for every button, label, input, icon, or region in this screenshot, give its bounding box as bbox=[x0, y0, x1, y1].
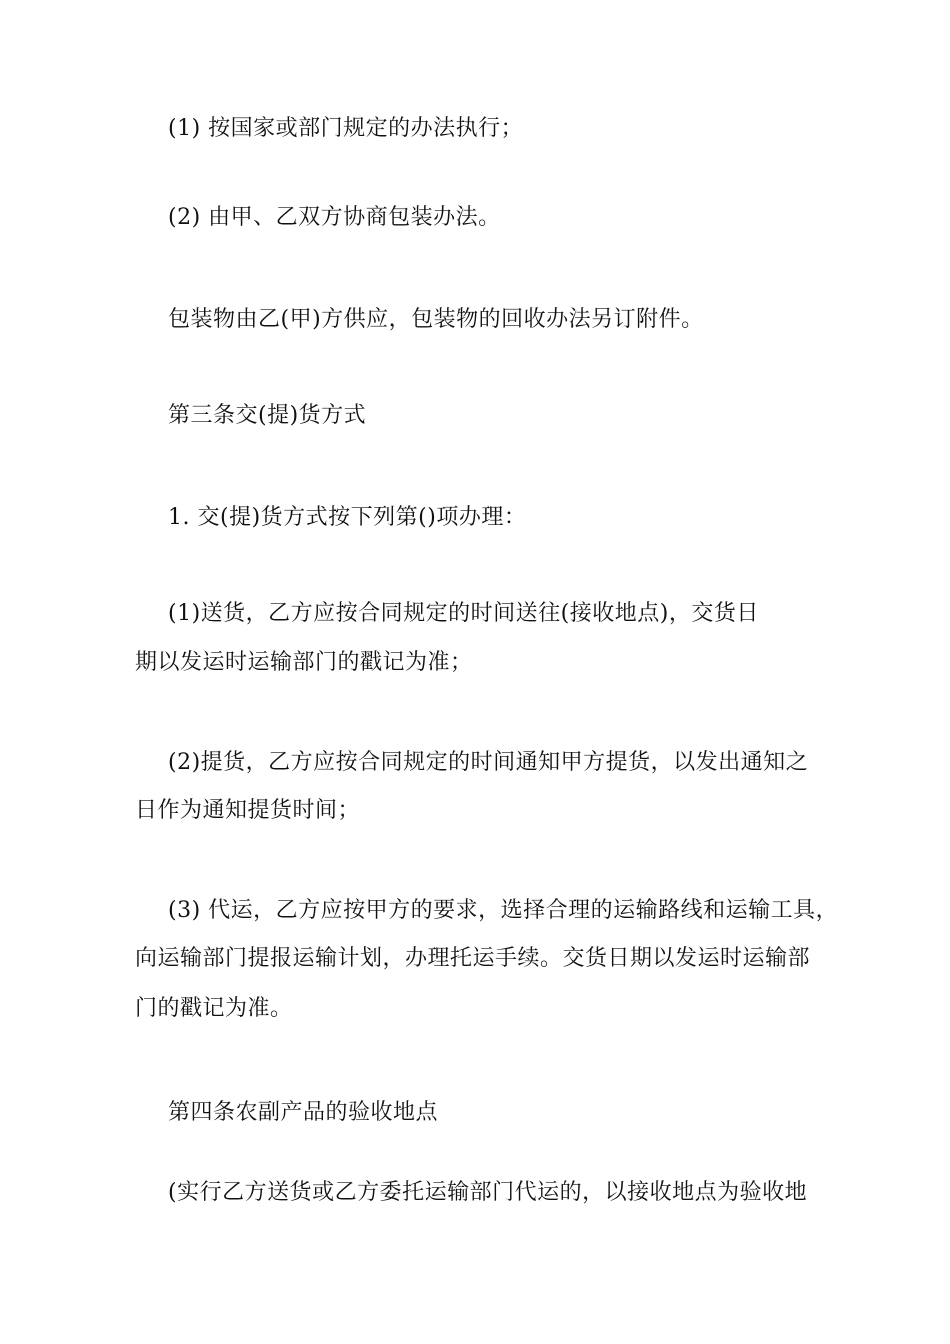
delivery-option-3-line-1: (3) 代运，乙方应按甲方的要求，选择合理的运输路线和运输工具， bbox=[168, 898, 839, 923]
inspection-location-paragraph: (实行乙方送货或乙方委托运输部门代运的，以接收地点为验收地 bbox=[168, 1180, 808, 1205]
delivery-option-2-line-1: (2)提货，乙方应按合同规定的时间通知甲方提货，以发出通知之 bbox=[168, 750, 809, 775]
delivery-option-3-line-2: 向运输部门提报运输计划，办理托运手续。交货日期以发运时运输部 bbox=[135, 946, 811, 971]
packaging-supply-paragraph: 包装物由乙(甲)方供应，包装物的回收办法另订附件。 bbox=[168, 307, 704, 332]
delivery-option-1-line-1: (1)送货，乙方应按合同规定的时间送往(接收地点)，交货日 bbox=[168, 601, 759, 626]
delivery-option-3-line-3: 门的戳记为准。 bbox=[135, 996, 293, 1021]
article-4-heading: 第四条农副产品的验收地点 bbox=[168, 1100, 439, 1125]
packaging-option-1: (1) 按国家或部门规定的办法执行； bbox=[168, 116, 524, 141]
article-3-heading: 第三条交(提)货方式 bbox=[168, 403, 367, 428]
packaging-option-2: (2) 由甲、乙双方协商包装办法。 bbox=[168, 205, 501, 230]
delivery-option-2-line-2: 日作为通知提货时间； bbox=[135, 798, 361, 823]
delivery-method-item-1: 1. 交(提)货方式按下列第()项办理： bbox=[168, 505, 527, 530]
delivery-option-1-line-2: 期以发运时运输部门的戳记为准； bbox=[135, 650, 473, 675]
